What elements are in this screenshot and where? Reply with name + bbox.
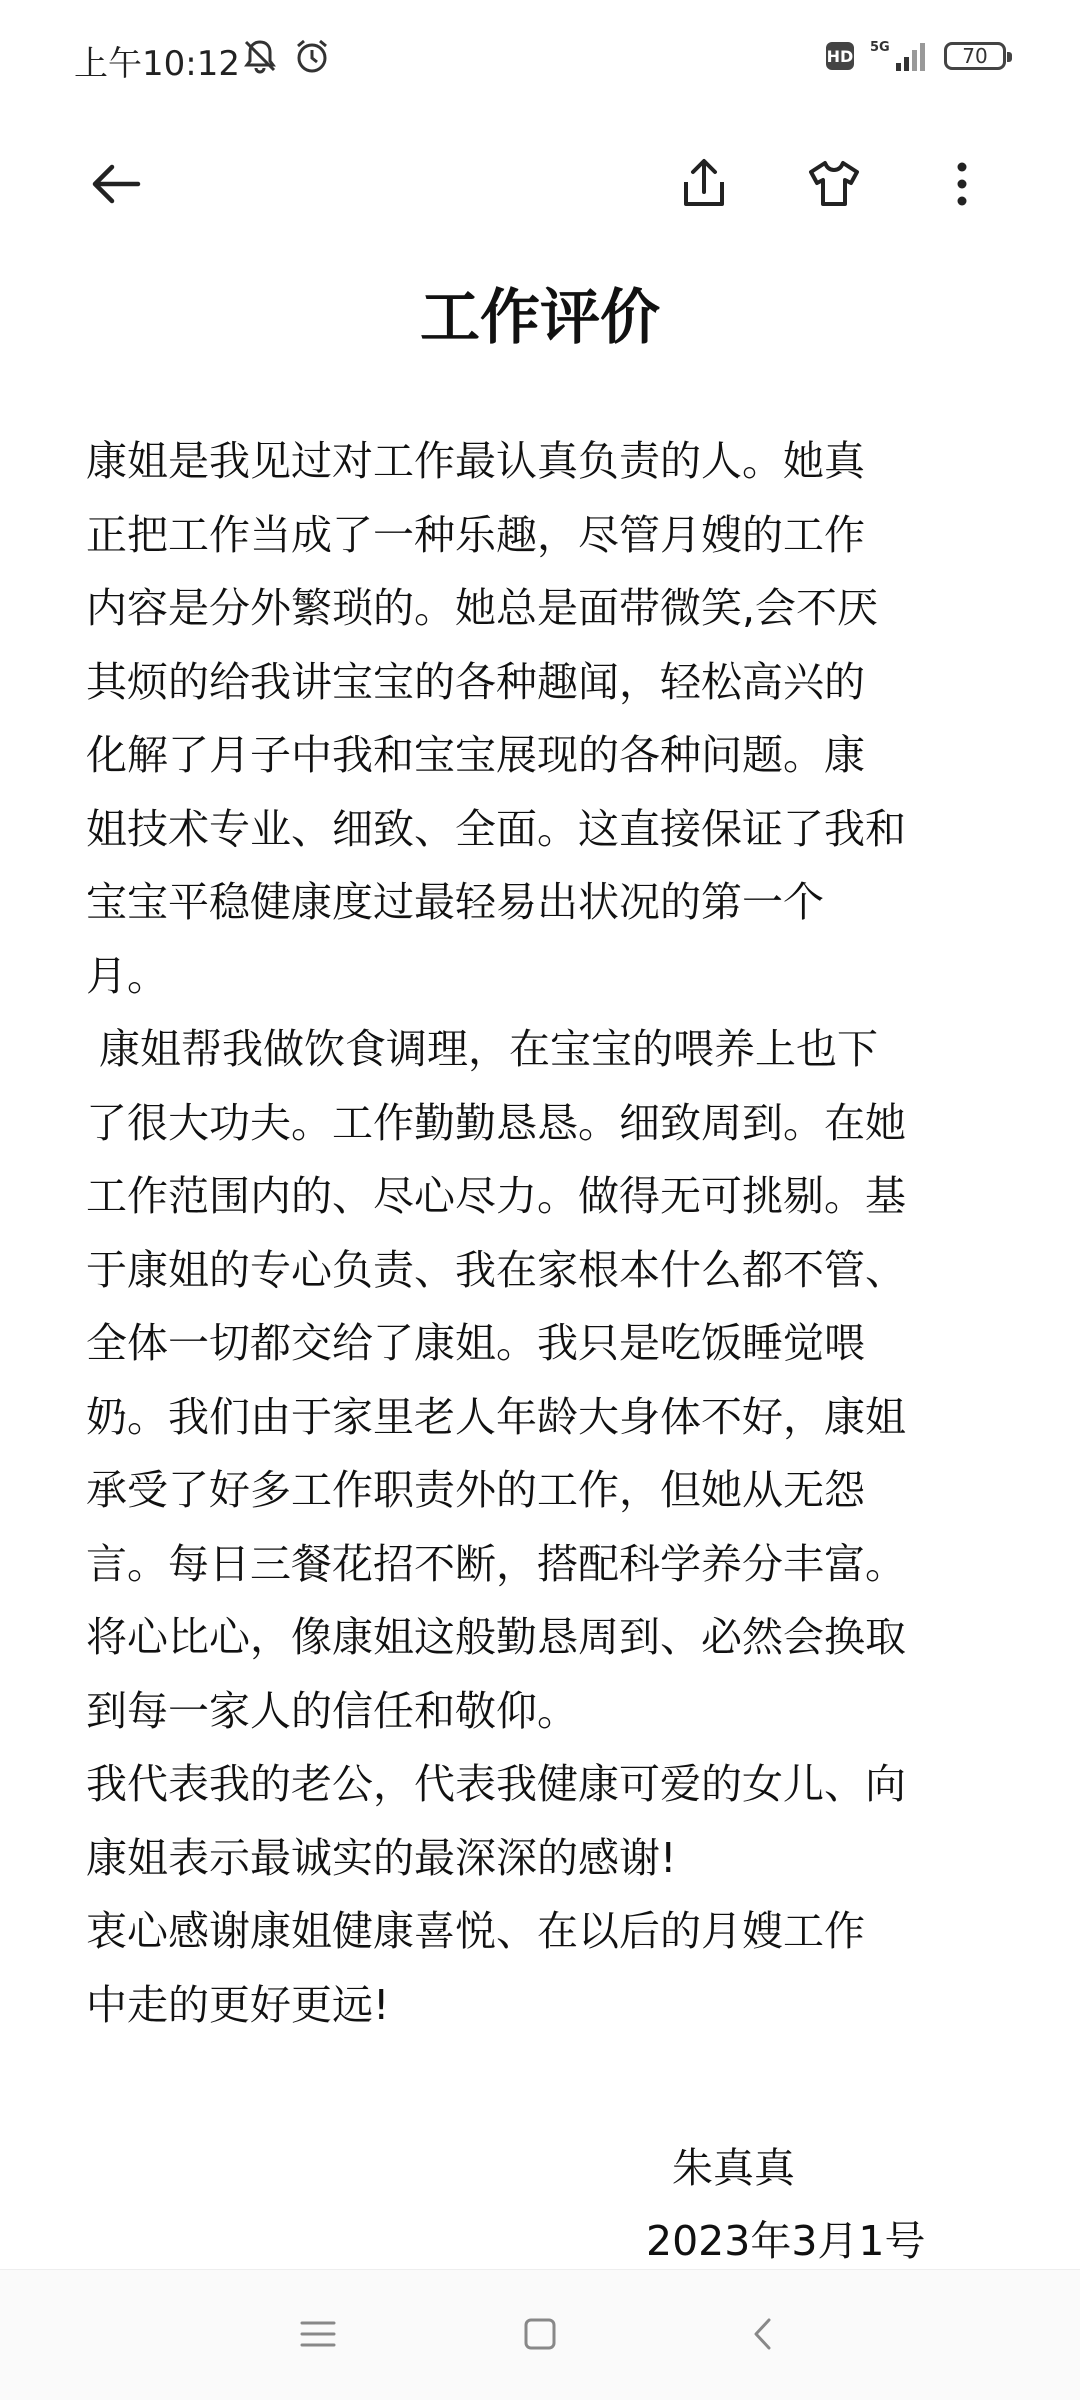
svg-text:5G: 5G [870,40,890,55]
share-button[interactable] [666,148,742,224]
back-chevron-icon [742,2312,786,2360]
status-time: 上午10:12 [74,44,240,84]
document-body: 康姐是我见过对工作最认真负责的人。她真 正把工作当成了一种乐趣，尽管月嫂的工作 内容是分外繁琐的。她总是面带微笑,会不厌 其烦的给我讲宝宝的各种趣闻，轻松高兴的 化解了月子中我和宝宝展现的各种问题。康 姐技术专业、细致、全面。这直接保证了我和 宝宝平稳健康度过最轻易出状况的第一个 月。 康姐帮我做饮食调理，在宝宝的喂养上也下 了很大功夫。工作勤勤恳恳。细致周到。在她 工作范围内的、尽心尽力。做得无可挑剔。基 于康姐的专心负责、我在家根本什么都不管、 全体一切都交给了康姐。我只是吃饭睡觉喂 奶。我们由于家里老人年龄大身体不好，康姐 承受了好多工作职责外的工作，但她从无怨 言。每日三餐花招不断，搭配科学养分丰富。 将心比心，像康姐这般勤恳周到、必然会换取 到每一家人的信任和敬仰。 我代表我的老公，代表我健康可爱的女儿、向 康姐表示最诚实的最深深的感谢! 衷心感谢康姐健康喜悦、在以后的月嫂工作 中走的更好更远! [86,437,906,2029]
share-icon [674,154,734,218]
signature: 朱真真 [672,2144,795,2192]
status-right [826,36,1006,76]
signal-icon [868,39,930,73]
menu-icon [296,2312,340,2360]
home-button[interactable] [510,2306,570,2366]
document-date: 2023年3月1号 [646,2217,926,2265]
back-nav-button[interactable] [734,2306,794,2366]
bell-off-icon [240,36,280,76]
back-button[interactable] [78,148,154,224]
toolbar [0,120,1080,250]
tshirt-icon [804,154,864,218]
more-button[interactable] [924,148,1000,224]
navigation-bar [0,2269,1080,2400]
back-arrow-icon [86,154,146,218]
document-title: 工作评价 [420,283,660,353]
battery-icon: 70 [944,42,1006,70]
status-bar [0,0,1080,120]
hd-icon: HD [826,42,854,70]
recents-button[interactable] [288,2306,348,2366]
alarm-icon [292,36,332,76]
home-square-icon [518,2312,562,2360]
more-vert-icon [932,154,992,218]
theme-button[interactable] [796,148,872,224]
